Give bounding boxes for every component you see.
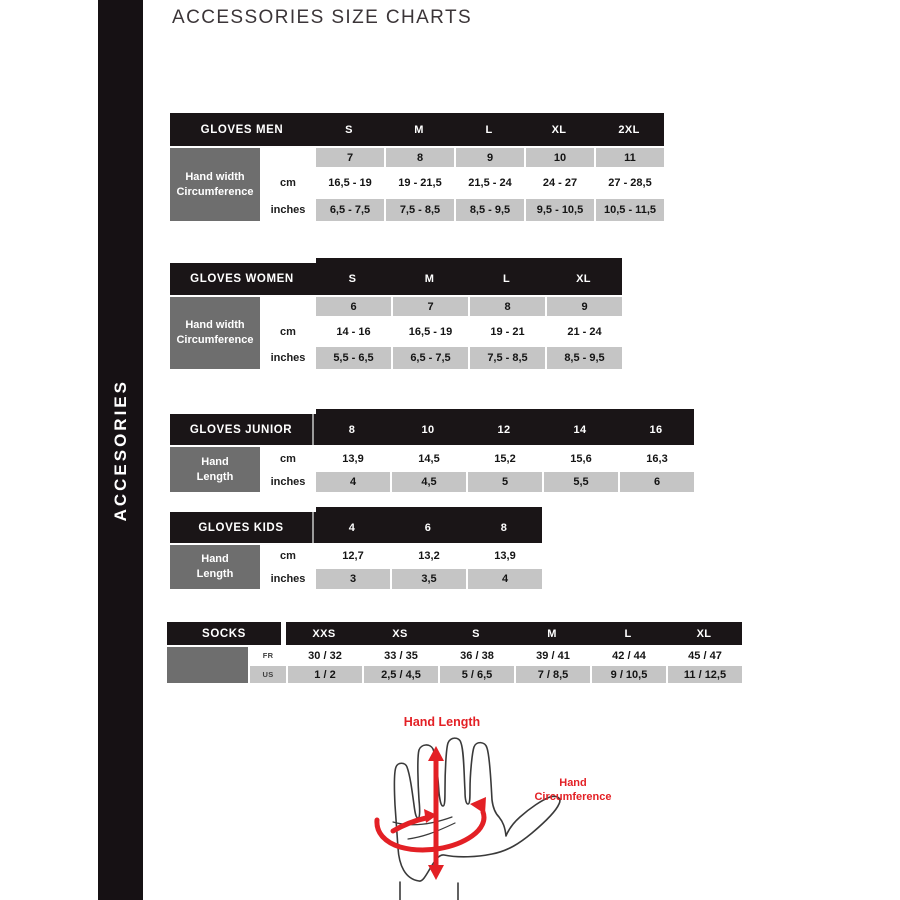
size-header-cell: M (424, 273, 435, 285)
size-header-cell: XL (576, 273, 591, 285)
value-cell: 16,5 - 19 (316, 169, 384, 197)
data-row (288, 647, 744, 664)
value-cell: 6 (620, 472, 694, 492)
hand-shape (394, 738, 560, 881)
unit-column (262, 148, 314, 223)
value-cell: 6,5 - 7,5 (393, 347, 468, 369)
size-table-socks (167, 622, 742, 685)
row-label-cell (170, 447, 260, 492)
unit-cell: inches (262, 347, 314, 369)
row-label-cell (167, 647, 248, 683)
value-cell: 39 / 41 (516, 647, 590, 664)
size-table-gloves-junior (170, 414, 694, 494)
row-label-line: Hand (201, 553, 229, 565)
size-table-gloves-women (170, 263, 622, 371)
table-body (167, 647, 742, 685)
data-rows (316, 447, 696, 494)
size-header-cell: 16 (649, 423, 663, 436)
hand-circumference-label-line2: Circumference (534, 791, 612, 803)
size-header-cell: 8 (348, 423, 356, 436)
data-row (288, 666, 744, 683)
value-cell: 21 - 24 (547, 318, 622, 345)
size-header-cell: L (624, 627, 632, 640)
value-cell: 3,5 (392, 569, 466, 589)
table-title: SOCKS (202, 627, 246, 640)
unit-cell: US (250, 666, 286, 683)
value-cell: 27 - 28,5 (596, 169, 664, 197)
table-header (170, 512, 542, 543)
size-header-cell: 4 (348, 521, 356, 534)
value-cell: 4 (316, 472, 390, 492)
size-number-row (316, 148, 666, 167)
size-header-cell: 12 (497, 423, 511, 436)
value-cell: 8,5 - 9,5 (456, 199, 524, 221)
size-number-cell: 9 (456, 148, 524, 167)
size-number-row (316, 297, 624, 316)
unit-cell: cm (262, 318, 314, 345)
value-cell: 7,5 - 8,5 (470, 347, 545, 369)
header-notch (316, 507, 542, 513)
data-row (316, 347, 624, 369)
unit-cell: FR (250, 647, 286, 664)
data-row (316, 447, 696, 470)
size-header-cell: S (472, 627, 480, 640)
value-cell: 5 (468, 472, 542, 492)
value-cell: 4,5 (392, 472, 466, 492)
size-table-gloves-kids (170, 512, 542, 591)
value-cell: 19 - 21,5 (386, 169, 454, 197)
value-cell: 14,5 (392, 447, 466, 470)
size-number-cell: 7 (393, 297, 468, 316)
size-number-cell: 11 (596, 148, 664, 167)
data-row (316, 569, 544, 589)
value-cell: 16,5 - 19 (393, 318, 468, 345)
value-cell: 15,2 (468, 447, 542, 470)
size-number-cell: 7 (316, 148, 384, 167)
unit-cell: inches (262, 472, 314, 492)
value-cell: 12,7 (316, 545, 390, 567)
table-body (170, 545, 542, 591)
unit-cell-empty (262, 148, 314, 167)
unit-cell: inches (262, 569, 314, 589)
hand-length-label: Hand Length (403, 715, 481, 729)
data-rows (288, 647, 744, 685)
value-cell: 10,5 - 11,5 (596, 199, 664, 221)
row-label-cell (170, 148, 260, 221)
value-cell: 6,5 - 7,5 (316, 199, 384, 221)
hand-circumference-label-line1: Hand (559, 777, 587, 789)
value-cell: 45 / 47 (668, 647, 742, 664)
size-header-cell: M (547, 627, 557, 640)
value-cell: 4 (468, 569, 542, 589)
value-cell: 2,5 / 4,5 (364, 666, 438, 683)
row-label-line: Circumference (176, 185, 254, 198)
unit-cell: cm (262, 545, 314, 567)
hand-measure-diagram (360, 705, 640, 900)
value-cell: 7 / 8,5 (516, 666, 590, 683)
table-body (170, 148, 664, 223)
row-label-line: Circumference (176, 334, 254, 346)
value-cell: 14 - 16 (316, 318, 391, 345)
size-header-cell: 8 (500, 521, 508, 534)
data-row (316, 545, 544, 567)
value-cell: 9,5 - 10,5 (526, 199, 594, 221)
table-title: GLOVES WOMEN (190, 273, 294, 285)
row-label-line: Hand width (185, 170, 245, 183)
value-cell: 13,2 (392, 545, 466, 567)
page-title: ACCESSORIES SIZE CHARTS (172, 7, 473, 28)
header-notch (316, 258, 622, 264)
data-rows (316, 297, 624, 371)
data-rows (316, 545, 544, 591)
value-cell: 21,5 - 24 (456, 169, 524, 197)
unit-cell: cm (262, 447, 314, 470)
table-title: GLOVES KIDS (198, 521, 284, 534)
row-label-line: Hand width (185, 319, 245, 331)
table-body (170, 297, 622, 371)
unit-column (262, 297, 314, 371)
value-cell: 13,9 (468, 545, 542, 567)
value-cell: 5,5 (544, 472, 618, 492)
value-cell: 9 / 10,5 (592, 666, 666, 683)
header-notch (316, 409, 694, 415)
unit-cell: inches (262, 199, 314, 221)
size-header-cell: XL (696, 627, 712, 640)
unit-cell: cm (262, 169, 314, 197)
value-cell: 30 / 32 (288, 647, 362, 664)
value-cell: 36 / 38 (440, 647, 514, 664)
value-cell: 7,5 - 8,5 (386, 199, 454, 221)
size-number-cell: 9 (547, 297, 622, 316)
unit-column (262, 545, 314, 591)
row-label-line: Length (196, 568, 234, 580)
sidebar-label: ACCESORIES (110, 378, 130, 522)
unit-column (262, 447, 314, 494)
data-row (316, 199, 666, 221)
row-label-cell (170, 545, 260, 589)
unit-column (250, 647, 286, 685)
value-cell: 13,9 (316, 447, 390, 470)
table-header (167, 622, 742, 645)
table-body (170, 447, 694, 494)
value-cell: 24 - 27 (526, 169, 594, 197)
table-header (170, 113, 664, 146)
size-header-cell: L (502, 273, 511, 285)
data-row (316, 318, 624, 345)
size-header-cell: L (485, 123, 493, 136)
size-header-cell: M (414, 123, 424, 136)
value-cell: 15,6 (544, 447, 618, 470)
value-cell: 16,3 (620, 447, 694, 470)
value-cell: 42 / 44 (592, 647, 666, 664)
size-number-cell: 10 (526, 148, 594, 167)
size-header-cell: 6 (424, 521, 432, 534)
value-cell: 8,5 - 9,5 (547, 347, 622, 369)
size-number-cell: 6 (316, 297, 391, 316)
data-row (316, 169, 666, 197)
hand-circumference-label (513, 776, 633, 804)
unit-cell-empty (262, 297, 314, 316)
size-number-cell: 8 (470, 297, 545, 316)
data-rows (316, 148, 666, 223)
value-cell: 11 / 12,5 (668, 666, 742, 683)
size-header-cell: XS (392, 627, 408, 640)
value-cell: 33 / 35 (364, 647, 438, 664)
table-title: GLOVES JUNIOR (189, 423, 293, 436)
table-header (170, 414, 694, 445)
data-row (316, 472, 696, 492)
size-table-gloves-men (170, 113, 664, 223)
size-header-cell: 2XL (618, 123, 640, 136)
size-header-cell: 14 (573, 423, 587, 436)
size-header-cell: 10 (421, 423, 435, 436)
value-cell: 5 / 6,5 (440, 666, 514, 683)
value-cell: 5,5 - 6,5 (316, 347, 391, 369)
size-header-cell: S (348, 273, 357, 285)
value-cell: 1 / 2 (288, 666, 362, 683)
row-label-line: Hand (201, 455, 229, 468)
accessories-sidebar (98, 0, 143, 900)
table-header (170, 263, 622, 295)
row-label-cell (170, 297, 260, 369)
size-header-cell: S (345, 123, 353, 136)
value-cell: 3 (316, 569, 390, 589)
size-number-cell: 8 (386, 148, 454, 167)
size-header-cell: XL (551, 123, 567, 136)
value-cell: 19 - 21 (470, 318, 545, 345)
table-title: GLOVES MEN (200, 123, 284, 136)
size-header-cell: XXS (312, 627, 336, 640)
row-label-line: Length (196, 470, 234, 483)
